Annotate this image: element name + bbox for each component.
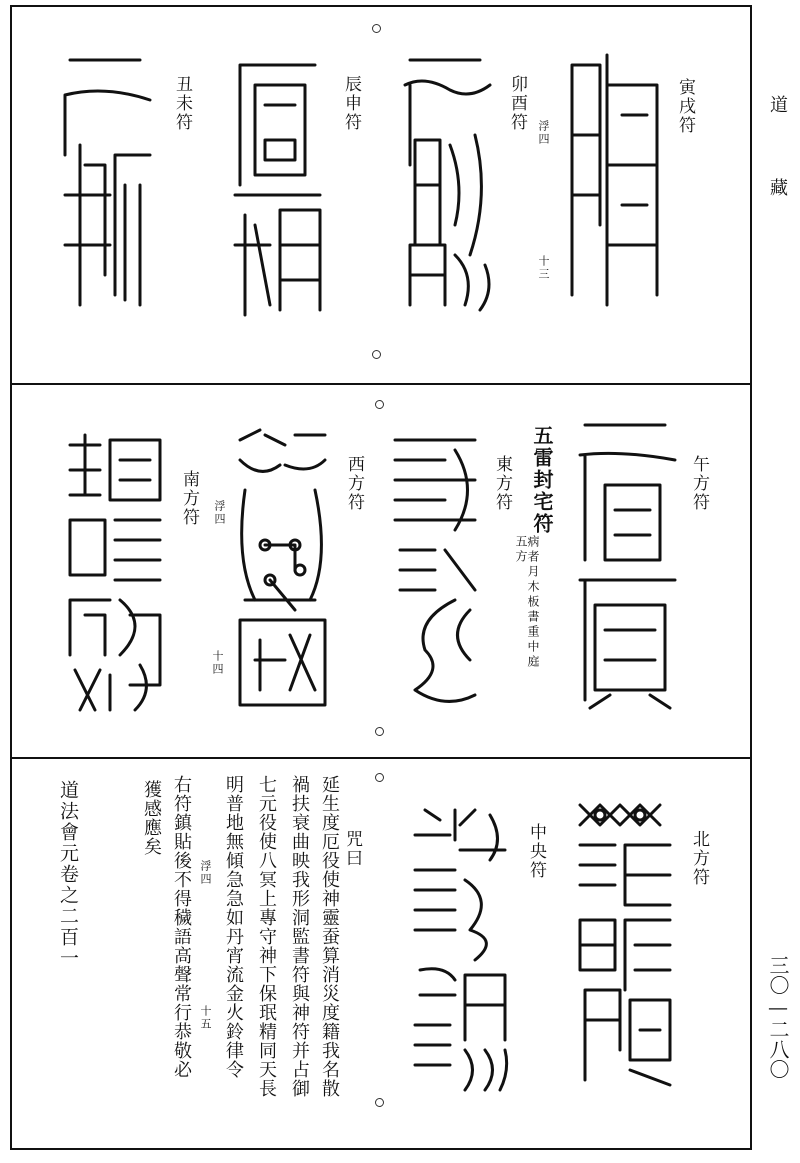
talisman-nan [60, 425, 170, 715]
talisman-label-dong: 東方符 [492, 455, 512, 512]
talisman-dong [385, 420, 485, 710]
talisman-label-xi: 西方符 [344, 455, 364, 512]
talisman-chenshen [225, 45, 330, 325]
talisman-label-yinxu: 寅戌符 [675, 78, 695, 135]
talisman-maoyou [395, 45, 500, 315]
incantation-line-5: 右符鎮貼後不得穢語高聲常行恭敬必 [171, 775, 192, 1079]
talisman-label-maoyou: 卯酉符 [507, 75, 527, 132]
note-fu4-c: 浮四 [199, 860, 212, 886]
closing-title: 道法會元卷之二百一 [57, 780, 79, 969]
margin-page-number: 三〇—二八〇 [766, 955, 790, 1079]
section-divider-2 [10, 757, 752, 759]
incantation-line-1: 延生度厄役使神靈蚕算消災度籍我名散 [319, 775, 340, 1098]
incantation-title: 咒曰 [342, 830, 362, 868]
incantation-line-4: 明普地無傾急急如丹宵流金火鈴律令 [223, 775, 244, 1079]
talisman-zhongyang [405, 800, 515, 1095]
note-fu4-b: 浮四 [213, 500, 226, 526]
note-13: 十三 [537, 255, 550, 281]
binding-hole [375, 1098, 384, 1107]
note-15: 十五 [199, 1005, 212, 1031]
binding-hole [372, 24, 381, 33]
binding-hole [375, 400, 384, 409]
binding-hole [375, 773, 384, 782]
talisman-label-chenshen: 辰申符 [341, 75, 361, 132]
talisman-label-zhongyang: 中央符 [526, 823, 546, 880]
margin-book-title: 道 藏 [767, 95, 788, 218]
talisman-xi [225, 420, 340, 710]
section-divider-1 [10, 383, 752, 385]
talisman-label-nan: 南方符 [179, 470, 199, 527]
incantation-line-2: 禍扶衰曲映我形洞監書符與神符并占御 [289, 775, 310, 1098]
incantation-line-6: 獲感應矣 [141, 780, 162, 856]
note-14: 十四 [211, 650, 224, 676]
binding-hole [372, 350, 381, 359]
talisman-yinxu [562, 45, 667, 315]
section-heading: 五雷封宅符 [530, 425, 554, 535]
talisman-wu [570, 410, 685, 710]
incantation-line-3: 七元役使八冥上專守神下保珉精同天長 [256, 775, 277, 1098]
talisman-label-wu: 午方符 [689, 455, 709, 512]
instruction-note: 病者月木板書重中庭五方 [514, 535, 540, 670]
talisman-label-bei: 北方符 [689, 830, 709, 887]
talisman-label-chouwei: 丑未符 [172, 75, 192, 132]
talisman-chouwei [55, 45, 160, 315]
talisman-bei [570, 790, 680, 1090]
note-fu4: 浮四 [537, 120, 550, 146]
binding-hole [375, 727, 384, 736]
